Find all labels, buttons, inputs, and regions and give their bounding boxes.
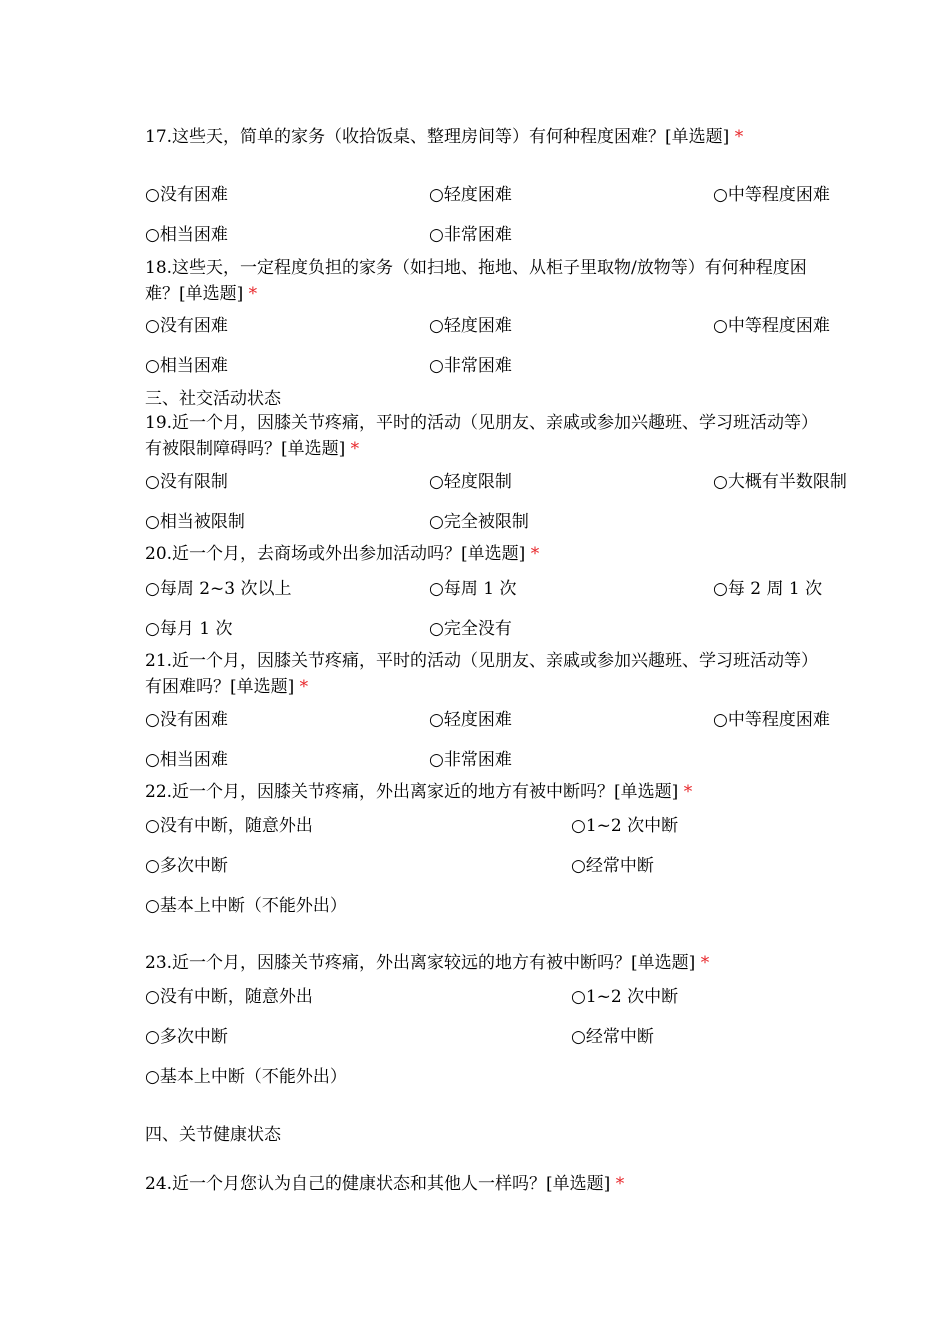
question-22-title: 22.近一个月，因膝关节疼痛，外出离家近的地方有被中断吗？[单选题] *: [145, 782, 693, 802]
q19-option-4[interactable]: ○相当被限制: [145, 512, 245, 532]
section-heading-4: 四、关节健康状态: [145, 1125, 281, 1145]
required-mark: *: [530, 544, 540, 564]
q19-option-5[interactable]: ○完全被限制: [429, 512, 529, 532]
q22-option-5[interactable]: ○基本上中断（不能外出）: [145, 896, 347, 916]
q23-option-5[interactable]: ○基本上中断（不能外出）: [145, 1067, 347, 1087]
q21-option-1[interactable]: ○没有困难: [145, 710, 228, 730]
q20-option-3[interactable]: ○每 2 周 1 次: [713, 579, 823, 599]
question-23-title: 23.近一个月，因膝关节疼痛，外出离家较远的地方有被中断吗？[单选题] *: [145, 953, 710, 973]
q20-option-2[interactable]: ○每周 1 次: [429, 579, 517, 599]
q18-option-5[interactable]: ○非常困难: [429, 356, 512, 376]
required-mark: *: [734, 127, 744, 147]
required-mark: *: [683, 782, 693, 802]
q23-option-2[interactable]: ○1~2 次中断: [571, 987, 679, 1007]
q17-option-3[interactable]: ○中等程度困难: [713, 185, 830, 205]
q18-option-4[interactable]: ○相当困难: [145, 356, 228, 376]
question-18-title: 18.这些天，一定程度负担的家务（如扫地、拖地、从柜子里取物/放物等）有何种程度困难？[单选题] *: [145, 258, 807, 304]
q22-option-2[interactable]: ○1~2 次中断: [571, 816, 679, 836]
q19-option-3[interactable]: ○大概有半数限制: [713, 472, 847, 492]
question-24-title: 24.近一个月您认为自己的健康状态和其他人一样吗？[单选题] *: [145, 1174, 625, 1194]
q21-option-2[interactable]: ○轻度困难: [429, 710, 512, 730]
q17-option-5[interactable]: ○非常困难: [429, 225, 512, 245]
question-17-title: 17.这些天，简单的家务（收拾饭桌、整理房间等）有何种程度困难？[单选题] *: [145, 127, 744, 147]
question-20-title: 20.近一个月，去商场或外出参加活动吗？[单选题] *: [145, 544, 540, 564]
q17-option-1[interactable]: ○没有困难: [145, 185, 228, 205]
q18-option-3[interactable]: ○中等程度困难: [713, 316, 830, 336]
section-heading-3: 三、社交活动状态: [145, 389, 281, 409]
q23-option-3[interactable]: ○多次中断: [145, 1027, 228, 1047]
q19-option-2[interactable]: ○轻度限制: [429, 472, 512, 492]
required-mark: *: [615, 1174, 625, 1194]
required-mark: *: [700, 953, 710, 973]
q18-option-1[interactable]: ○没有困难: [145, 316, 228, 336]
q20-option-5[interactable]: ○完全没有: [429, 619, 512, 639]
q21-option-5[interactable]: ○非常困难: [429, 750, 512, 770]
q18-option-2[interactable]: ○轻度困难: [429, 316, 512, 336]
question-21-title: 21.近一个月，因膝关节疼痛，平时的活动（见朋友、亲戚或参加兴趣班、学习班活动等）有困难吗？[单选题] *: [145, 651, 810, 697]
q23-option-1[interactable]: ○没有中断，随意外出: [145, 987, 313, 1007]
q21-option-3[interactable]: ○中等程度困难: [713, 710, 830, 730]
q20-option-4[interactable]: ○每月 1 次: [145, 619, 233, 639]
q19-option-1[interactable]: ○没有限制: [145, 472, 228, 492]
q23-option-4[interactable]: ○经常中断: [571, 1027, 654, 1047]
q17-option-4[interactable]: ○相当困难: [145, 225, 228, 245]
required-mark: *: [248, 284, 258, 304]
q21-option-4[interactable]: ○相当困难: [145, 750, 228, 770]
q17-option-2[interactable]: ○轻度困难: [429, 185, 512, 205]
q22-option-1[interactable]: ○没有中断，随意外出: [145, 816, 313, 836]
q22-option-4[interactable]: ○经常中断: [571, 856, 654, 876]
question-19-title: 19.近一个月，因膝关节疼痛，平时的活动（见朋友、亲戚或参加兴趣班、学习班活动等）有被限制障碍吗？[单选题] *: [145, 413, 810, 459]
required-mark: *: [299, 677, 309, 697]
required-mark: *: [350, 439, 360, 459]
q22-option-3[interactable]: ○多次中断: [145, 856, 228, 876]
q20-option-1[interactable]: ○每周 2~3 次以上: [145, 579, 292, 599]
